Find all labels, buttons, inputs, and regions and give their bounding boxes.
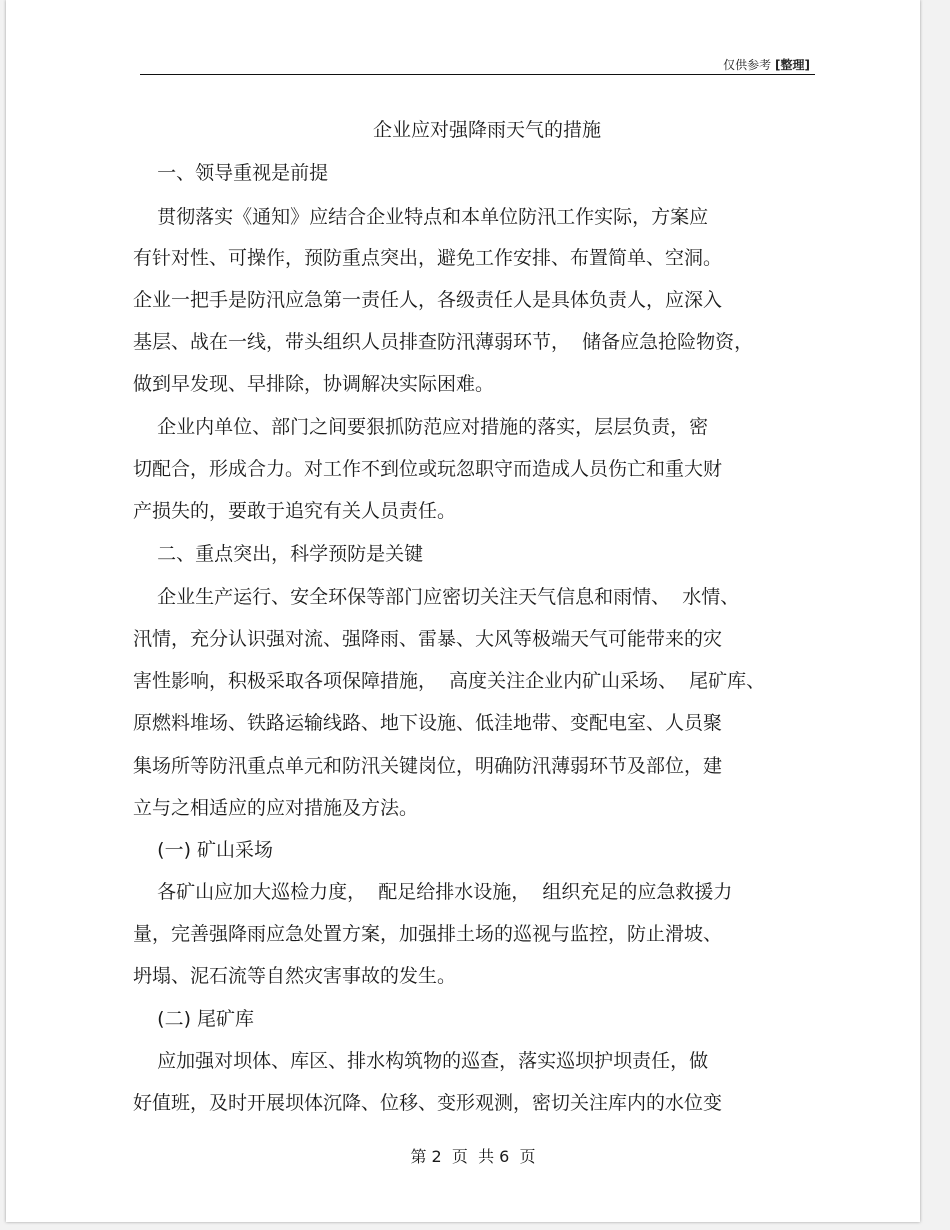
header-rule: [140, 74, 815, 75]
header-note-text: 仅供参考: [723, 58, 772, 72]
header-note: [723, 56, 810, 73]
text-line: 企业一把手是防汛应急第一责任人，各级责任人是具体负责人，应深入: [133, 289, 723, 311]
text-line: 贯彻落实《通知》应结合企业特点和本单位防汛工作实际，方案应: [133, 206, 709, 228]
text-line: (二) 尾矿库: [133, 1008, 255, 1030]
text-line: 切配合，形成合力。对工作不到位或玩忽职守而造成人员伤亡和重大财: [133, 458, 723, 480]
text-line: 立与之相适应的应对措施及方法。: [133, 797, 419, 819]
text-line: 害性影响，积极采取各项保障措施， 高度关注企业内矿山采场、 尾矿库、: [133, 670, 766, 692]
text-line: 原燃料堆场、铁路运输线路、地下设施、低洼地带、变配电室、人员聚: [133, 712, 723, 734]
text-line: 汛情，充分认识强对流、强降雨、雷暴、大风等极端天气可能带来的灾: [133, 628, 723, 650]
text-line: 企业生产运行、安全环保等部门应密切关注天气信息和雨情、 水情、: [133, 586, 740, 608]
document-title: 企业应对强降雨天气的措施: [372, 119, 601, 141]
text-line: 基层、战在一线，带头组织人员排查防汛薄弱环节， 储备应急抢险物资，: [133, 331, 754, 353]
text-line: 做到早发现、早排除，协调解决实际困难。: [133, 373, 495, 395]
text-line: (一) 矿山采场: [133, 839, 274, 861]
text-line: 产损失的，要敢于追究有关人员责任。: [133, 500, 457, 522]
text-line: 企业内单位、部门之间要狠抓防范应对措施的落实，层层负责，密: [133, 416, 709, 438]
text-line: 二、重点突出，科学预防是关键: [133, 543, 424, 565]
text-line: 各矿山应加大巡检力度， 配足给排水设施， 组织充足的应急救援力: [133, 881, 733, 903]
text-line: 集场所等防汛重点单元和防汛关键岗位，明确防汛薄弱环节及部位，建: [133, 755, 723, 777]
page-number-footer: 第 2 页 共 6 页: [410, 1147, 536, 1166]
text-line: 好值班，及时开展坝体沉降、位移、变形观测，密切关注库内的水位变: [133, 1092, 723, 1114]
text-line: 一、领导重视是前提: [133, 162, 329, 184]
text-line: 量，完善强降雨应急处置方案，加强排土场的巡视与监控，防止滑坡、: [133, 923, 723, 945]
text-line: 有针对性、可操作，预防重点突出，避免工作安排、布置简单、空洞。: [133, 247, 723, 269]
header-note-tag: [整理]: [775, 58, 810, 72]
text-line: 应加强对坝体、库区、排水构筑物的巡查，落实巡坝护坝责任，做: [133, 1050, 709, 1072]
text-line: 坍塌、泥石流等自然灾害事故的发生。: [133, 965, 457, 987]
